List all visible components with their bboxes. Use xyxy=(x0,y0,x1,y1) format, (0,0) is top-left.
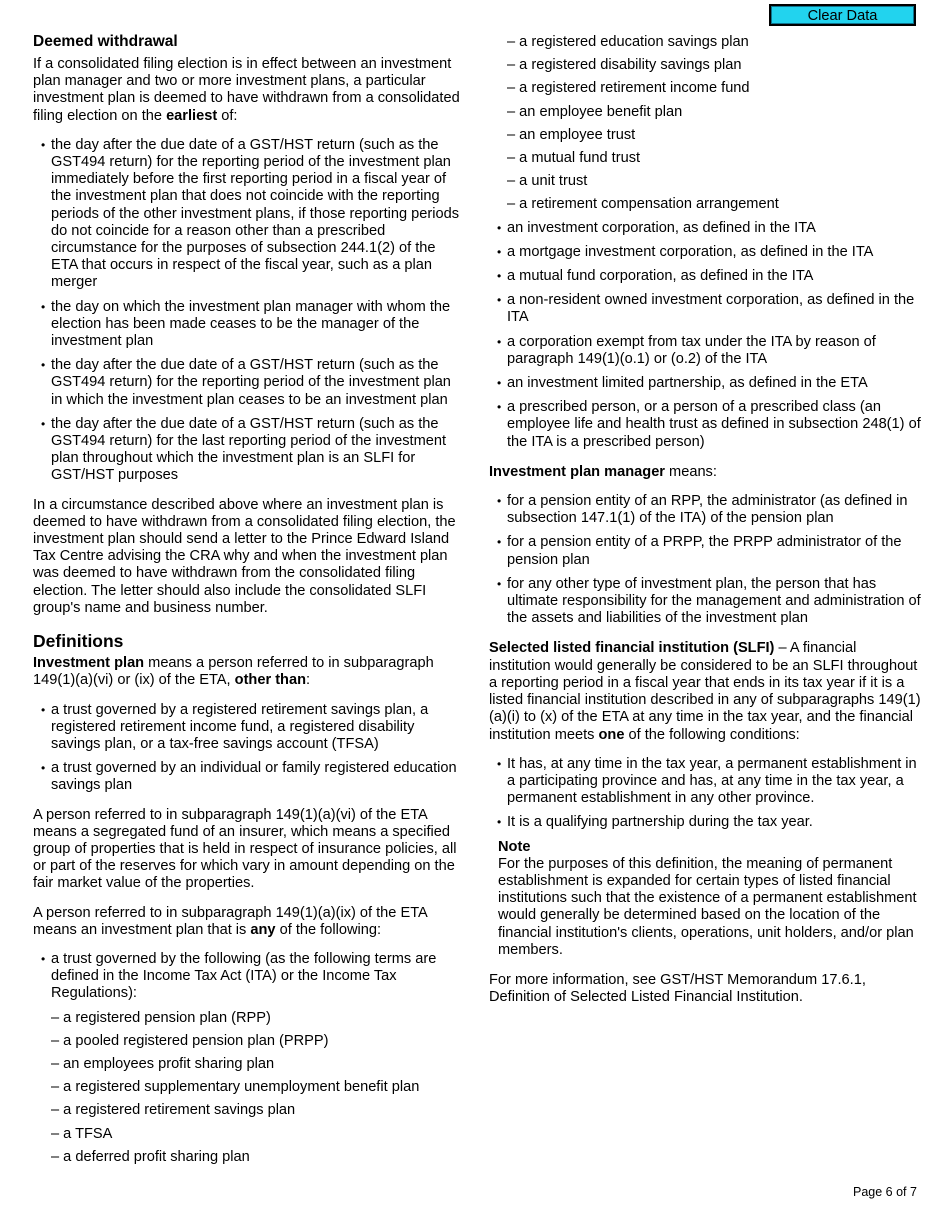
list-item: – a deferred profit sharing plan xyxy=(51,1148,250,1165)
list-item: – a pooled registered pension plan (PRPP) xyxy=(51,1032,329,1049)
list-item: • a trust governed by a registered retirement savings plan, a registered retirement income fund, a registered disability savings plan, or a tax-free savings account (TFSA) xyxy=(33,702,463,754)
list-item: • for any other type of investment plan, the person that has ultimate responsibility for the management and administration of the assets and liabilities of the investment plan xyxy=(489,576,921,628)
list-item: • It has, at any time in the tax year, a permanent establishment in a participating province and has, at any time in the tax year, a permanent establishment in any other province. xyxy=(489,756,921,808)
note-text: For the purposes of this definition, the meaning of permanent establishment is expanded for certain types of listed financial institutions such that the existence of a permanent establishment would generally be determined based on the location of the financial institution's clients, operations, unit holders, and/or plan members. xyxy=(498,855,917,958)
list-item: • a trust governed by an individual or family registered education savings plan xyxy=(33,760,463,794)
list-item: • an investment limited partnership, as defined in the ETA xyxy=(489,375,921,392)
list-item: – a unit trust xyxy=(507,173,588,190)
plan-types-list-left xyxy=(33,1010,463,1166)
list-item: • a prescribed person, or a person of a prescribed class (an employee life and health trust as defined in subsection 248(1) of the ITA is a prescribed person) xyxy=(489,399,921,451)
manager-bullets xyxy=(489,493,921,627)
list-item: – an employee benefit plan xyxy=(507,103,683,120)
deemed-closing: In a circumstance described above where an investment plan is deemed to have withdrawn from a consolidated filing election, the investment plan should send a letter to the Prince Edward Island Tax Centre advising the CRA why and when the investment plan was deemed to have withdrawn from the consolidated filing election. The letter should also include the consolidated SLFI group's name and business number. xyxy=(33,496,456,616)
clear-data-button[interactable]: Clear Data xyxy=(769,4,916,26)
list-item: – a TFSA xyxy=(51,1125,113,1142)
list-item: • a trust governed by the following (as the following terms are defined in the Income Tax Act (ITA) or the Income Tax Regulations): xyxy=(33,951,463,1003)
list-item: – a registered education savings plan xyxy=(507,34,749,50)
subparagraph-ix-paragraph: A person referred to in subparagraph 149(1)(a)(ix) of the ETA means an investment plan that is any of the following: xyxy=(33,904,427,938)
list-item: • the day after the due date of a GST/HST return (such as the GST494 return) for the reporting period of the investment plan immediately before the first reporting period in a fiscal year of the investment plan that does not coincide with the reporting periods of the other investment plans, if those reporting periods do not coincide for a reason other than a prescribed circumstance for the purposes of subsection 244.1(2) of the ETA that occurs in respect of the fiscal year, such as a plan merger xyxy=(33,137,463,292)
list-item: – a registered disability savings plan xyxy=(507,57,742,74)
list-item: • the day on which the investment plan manager with whom the election has been made ceases to be the manager of the investment plan xyxy=(33,299,463,351)
deemed-intro: If a consolidated filing election is in effect between an investment plan manager and two or more investment plans, a particular investment plan is deemed to have withdrawn from a consolidated filing election on the earliest of: xyxy=(33,56,460,124)
list-item: • the day after the due date of a GST/HST return (such as the GST494 return) for the last reporting period of the investment plan throughout which the investment plan is an SLFI for GST/HST purposes xyxy=(33,416,463,485)
list-item: – a registered retirement savings plan xyxy=(51,1102,296,1119)
list-item: • for a pension entity of an RPP, the administrator (as defined in subsection 147.1(1) of the ITA) of the pension plan xyxy=(489,493,921,527)
corporation-bullets xyxy=(489,220,921,451)
list-item: – a retirement compensation arrangement xyxy=(507,196,779,213)
segregated-fund-paragraph: A person referred to in subparagraph 149(1)(a)(vi) of the ETA means a segregated fund of an insurer, which means a specified group of properties that is held in respect of insurance policies, all or part of the reserves for which vary in amount depending on the fair market value of the properties. xyxy=(33,806,457,892)
deemed-withdrawal-heading: Deemed withdrawal xyxy=(33,33,178,50)
list-item: • a corporation exempt from tax under the ITA by reason of paragraph 149(1)(o.1) or (o.2) of the ITA xyxy=(489,334,921,368)
list-item: • a non-resident owned investment corporation, as defined in the ITA xyxy=(489,292,921,326)
list-item: • for a pension entity of a PRPP, the PRPP administrator of the pension plan xyxy=(489,534,921,568)
note-block xyxy=(489,839,921,959)
list-item: • a mutual fund corporation, as defined in the ITA xyxy=(489,268,921,285)
right-column xyxy=(489,34,921,1018)
investment-plan-manager-definition: Investment plan manager means: xyxy=(489,463,717,480)
list-item: – a registered supplementary unemployment benefit plan xyxy=(51,1079,420,1096)
list-item: – a registered pension plan (RPP) xyxy=(51,1009,271,1026)
note-title: Note xyxy=(498,838,531,855)
definitions-heading: Definitions xyxy=(33,631,124,652)
investment-plan-definition: Investment plan means a person referred to in subparagraph 149(1)(a)(vi) or (ix) of the ETA, other than: xyxy=(33,655,434,689)
list-item: – an employee trust xyxy=(507,126,636,143)
list-item: • the day after the due date of a GST/HST return (such as the GST494 return) for the reporting period of the investment plan in which the investment plan ceases to be an investment plan xyxy=(33,357,463,409)
list-item: • a mortgage investment corporation, as defined in the ITA xyxy=(489,244,921,261)
list-item: – an employees profit sharing plan xyxy=(51,1055,275,1072)
plan-types-list-right xyxy=(489,34,921,214)
slfi-conditions xyxy=(489,756,921,832)
list-item: – a registered retirement income fund xyxy=(507,80,750,97)
list-item: – a mutual fund trust xyxy=(507,150,641,167)
investment-plan-exclusions xyxy=(33,702,463,795)
more-info-paragraph: For more information, see GST/HST Memorandum 17.6.1, Definition of Selected Listed Financial Institution. xyxy=(489,971,866,1006)
list-item: • It is a qualifying partnership during the tax year. xyxy=(489,814,921,831)
deemed-bullets xyxy=(33,137,463,485)
page-number: Page 6 of 7 xyxy=(853,1185,917,1199)
left-column xyxy=(33,33,463,1172)
slfi-definition: Selected listed financial institution (SLFI) – A financial institution would generally be considered to be an SLFI throughout a reporting period in a fiscal year that ends in its tax year if it is a listed financial institution described in any of subparagraphs 149(1)(a)(i) to (x) of the ETA at any time in the tax year, and the financial institution meets one of the following conditions: xyxy=(489,640,921,743)
trust-bullet-list xyxy=(33,951,463,1003)
list-item: • an investment corporation, as defined in the ITA xyxy=(489,220,921,237)
